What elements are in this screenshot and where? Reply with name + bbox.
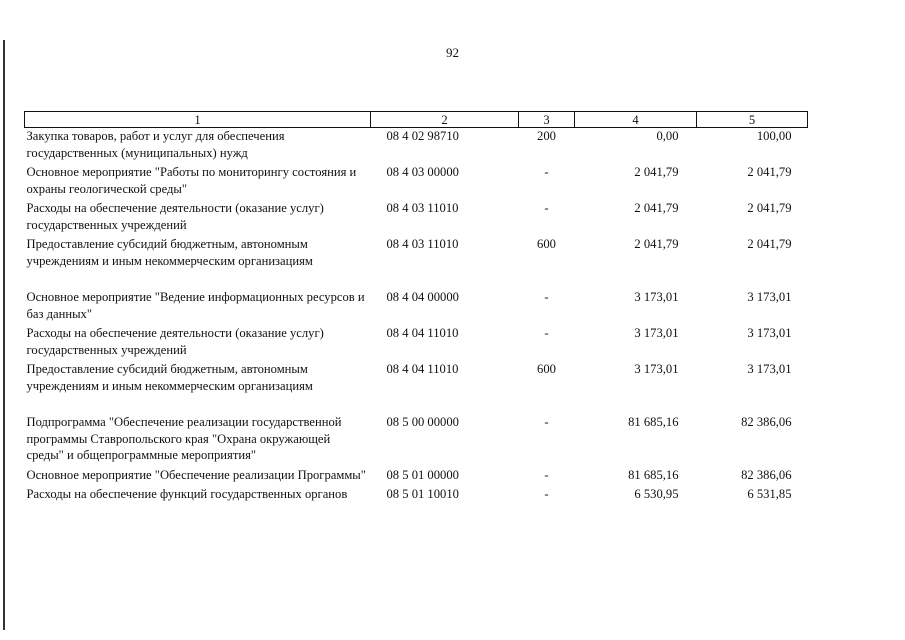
header-col-4: 4 bbox=[575, 112, 697, 128]
row-value-5: 2 041,79 bbox=[747, 201, 792, 215]
table-row bbox=[25, 414, 808, 467]
row-name: Основное мероприятие "Работы по мониторингу состояния и охраны геологической среды" bbox=[26, 165, 357, 196]
row-name: Предоставление субсидий бюджетным, автономным учреждениям и иным некоммерческим организациям bbox=[26, 237, 313, 268]
header-col-1: 1 bbox=[25, 112, 371, 128]
row-value-5: 2 041,79 bbox=[747, 237, 792, 251]
row-name: Предоставление субсидий бюджетным, автономным учреждениям и иным некоммерческим организациям bbox=[26, 362, 313, 393]
row-value-4: 3 173,01 bbox=[634, 290, 679, 304]
row-name: Расходы на обеспечение функций государственных органов bbox=[26, 487, 348, 501]
row-code: 08 4 04 11010 bbox=[386, 362, 459, 376]
row-value-5: 82 386,06 bbox=[741, 467, 792, 482]
row-code: 08 4 03 11010 bbox=[386, 201, 459, 215]
row-type: 600 bbox=[537, 362, 556, 376]
table-row bbox=[25, 200, 808, 236]
row-type: 200 bbox=[537, 129, 556, 143]
row-code: 08 4 04 11010 bbox=[386, 326, 459, 340]
row-code: 08 5 00 00000 bbox=[386, 415, 459, 429]
row-name: Расходы на обеспечение деятельности (оказание услуг) государственных учреждений bbox=[26, 201, 324, 232]
scan-edge-line bbox=[3, 40, 5, 630]
table-row bbox=[25, 467, 808, 487]
row-value-5: 3 173,01 bbox=[747, 326, 792, 340]
budget-table-grid bbox=[24, 111, 808, 506]
page-number: 92 bbox=[446, 45, 459, 60]
row-value-5: 3 173,01 bbox=[747, 362, 792, 376]
row-code: 08 4 02 98710 bbox=[386, 129, 459, 143]
row-name: Подпрограмма "Обеспечение реализации государственной программы Ставропольского края "Охрана окружающей среды" и общепрограммные мероприятия" bbox=[26, 415, 342, 462]
row-name: Закупка товаров, работ и услуг для обеспечения государственных (муниципальных) нужд bbox=[26, 129, 285, 160]
budget-table bbox=[24, 111, 807, 506]
row-code: 08 4 03 00000 bbox=[386, 165, 459, 179]
table-row bbox=[25, 486, 808, 506]
row-type: - bbox=[544, 165, 549, 179]
row-type: 600 bbox=[537, 237, 556, 251]
header-col-5: 5 bbox=[697, 112, 808, 128]
table-row bbox=[25, 325, 808, 361]
table-row bbox=[25, 361, 808, 414]
row-name: Основное мероприятие "Обеспечение реализации Программы" bbox=[26, 467, 366, 482]
header-row bbox=[25, 112, 808, 128]
row-value-5: 2 041,79 bbox=[747, 165, 792, 179]
row-value-4: 81 685,16 bbox=[628, 467, 679, 482]
row-code: 08 5 01 10010 bbox=[386, 487, 459, 501]
row-value-4: 2 041,79 bbox=[634, 201, 679, 215]
row-type: - bbox=[544, 201, 549, 215]
row-value-4: 3 173,01 bbox=[634, 326, 679, 340]
row-value-4: 2 041,79 bbox=[634, 237, 679, 251]
row-value-5: 6 531,85 bbox=[747, 487, 792, 501]
row-type: - bbox=[544, 467, 549, 482]
row-type: - bbox=[544, 326, 549, 340]
row-value-5: 82 386,06 bbox=[741, 415, 792, 429]
row-value-4: 81 685,16 bbox=[628, 415, 679, 429]
table-row bbox=[25, 164, 808, 200]
row-value-5: 3 173,01 bbox=[747, 290, 792, 304]
row-type: - bbox=[544, 290, 549, 304]
header-col-2: 2 bbox=[371, 112, 519, 128]
row-code: 08 5 01 00000 bbox=[386, 467, 459, 482]
row-name: Расходы на обеспечение деятельности (оказание услуг) государственных учреждений bbox=[26, 326, 324, 357]
row-type: - bbox=[544, 487, 549, 501]
row-code: 08 4 04 00000 bbox=[386, 290, 459, 304]
row-value-4: 6 530,95 bbox=[634, 487, 679, 501]
table-row bbox=[25, 236, 808, 289]
row-type: - bbox=[544, 415, 549, 429]
header-col-3: 3 bbox=[519, 112, 575, 128]
table-row bbox=[25, 128, 808, 165]
row-name: Основное мероприятие "Ведение информационных ресурсов и баз данных" bbox=[26, 290, 365, 321]
row-value-4: 2 041,79 bbox=[634, 165, 679, 179]
row-value-5: 100,00 bbox=[756, 129, 792, 143]
row-code: 08 4 03 11010 bbox=[386, 237, 459, 251]
row-value-4: 0,00 bbox=[656, 129, 679, 143]
row-value-4: 3 173,01 bbox=[634, 362, 679, 376]
table-row bbox=[25, 289, 808, 325]
